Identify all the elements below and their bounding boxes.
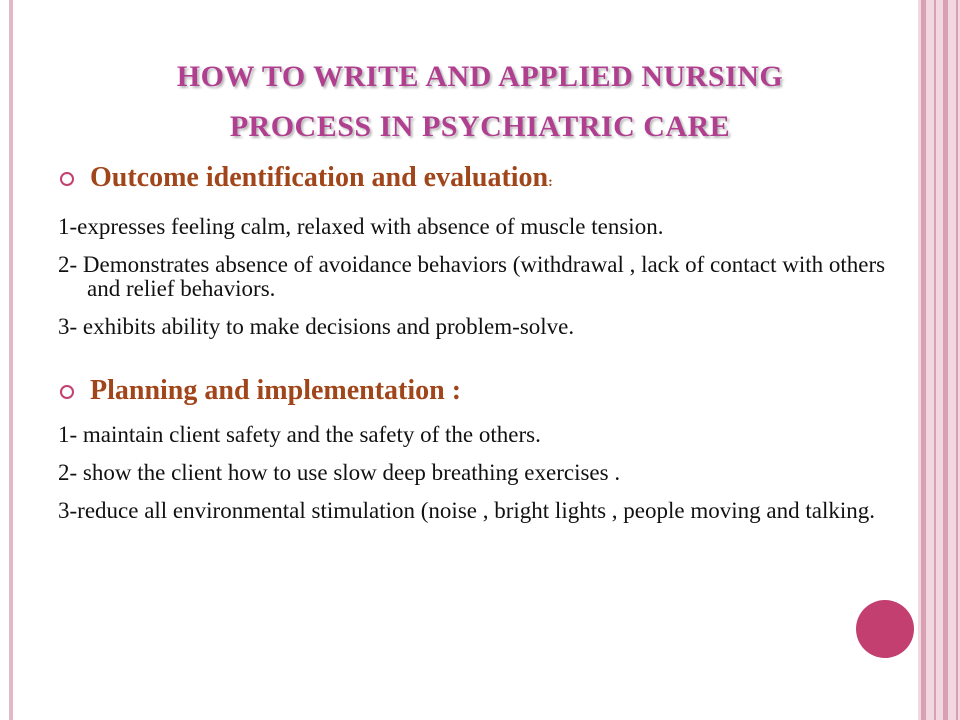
decor-circle — [856, 600, 914, 658]
slide-title — [60, 52, 900, 152]
left-decor-line — [9, 0, 13, 720]
section-heading-text: Planning and implementation : — [90, 375, 462, 406]
slide-content — [58, 160, 898, 523]
planning-item-1: 1- maintain client safety and the safety of the others. — [58, 422, 541, 447]
section-heading-outcome — [58, 160, 898, 201]
right-decor-stripe — [943, 0, 948, 720]
ring-bullet-icon — [60, 172, 74, 186]
planning-item-3: 3-reduce all environmental stimulation (noise , bright lights , people moving and talking. — [58, 498, 875, 523]
right-decor-stripe — [921, 0, 926, 720]
section-heading-text: Outcome identification and evaluation — [90, 162, 549, 193]
right-decor-stripe — [956, 0, 958, 720]
section-heading-colon: : — [548, 175, 553, 190]
section-heading-planning — [58, 373, 898, 409]
right-decor-stripe — [934, 0, 936, 720]
ring-bullet-icon — [60, 385, 74, 399]
outcome-item-1: 1-expresses feeling calm, relaxed with absence of muscle tension. — [58, 214, 664, 239]
planning-item-2: 2- show the client how to use slow deep breathing exercises . — [58, 460, 621, 485]
outcome-item-2: 2- Demonstrates absence of avoidance behaviors (withdrawal , lack of contact with others and relief behaviors. — [58, 252, 886, 301]
slide-title-line-1: HOW TO WRITE AND APPLIED NURSING — [176, 60, 784, 93]
outcome-item-3: 3- exhibits ability to make decisions and problem-solve. — [58, 314, 575, 339]
slide-title-line-2: PROCESS IN PSYCHIATRIC CARE — [229, 110, 731, 143]
